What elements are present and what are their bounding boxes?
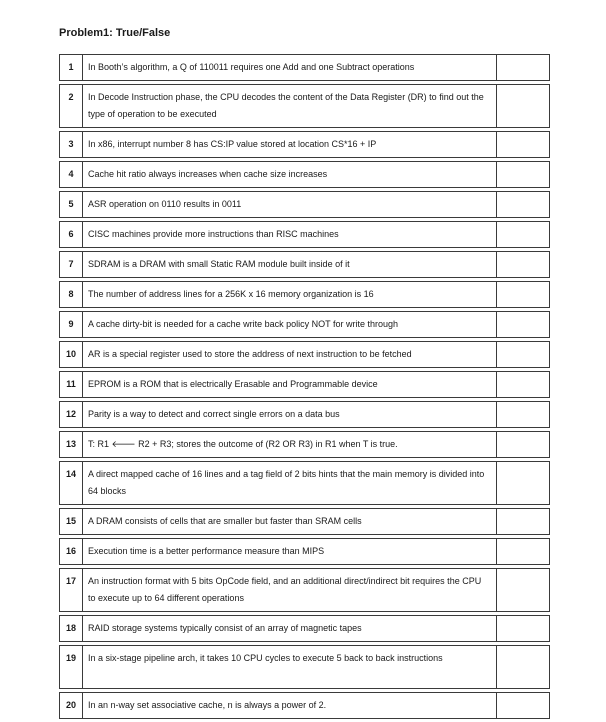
question-text: In Booth’s algorithm, a Q of 110011 requires one Add and one Subtract operations: [83, 54, 497, 81]
question-row: [59, 161, 550, 188]
question-row: [59, 341, 550, 368]
question-number: 6: [59, 221, 83, 248]
answer-cell[interactable]: [497, 281, 550, 308]
question-text: CISC machines provide more instructions than RISC machines: [83, 221, 497, 248]
question-text: T: R1 🡐 R2 + R3; stores the outcome of (R2 OR R3) in R1 when T is true.: [83, 431, 497, 458]
question-row: [59, 281, 550, 308]
question-text: A DRAM consists of cells that are smaller but faster than SRAM cells: [83, 508, 497, 535]
question-row: [59, 431, 550, 458]
answer-cell[interactable]: [497, 131, 550, 158]
question-number: 13: [59, 431, 83, 458]
question-number: 10: [59, 341, 83, 368]
question-number: 5: [59, 191, 83, 218]
answer-cell[interactable]: [497, 431, 550, 458]
question-text: AR is a special register used to store the address of next instruction to be fetched: [83, 341, 497, 368]
question-number: 9: [59, 311, 83, 338]
question-number: 2: [59, 84, 83, 128]
answer-cell[interactable]: [497, 508, 550, 535]
answer-cell[interactable]: [497, 615, 550, 642]
question-text: Parity is a way to detect and correct single errors on a data bus: [83, 401, 497, 428]
question-row: [59, 84, 550, 128]
answer-cell[interactable]: [497, 84, 550, 128]
answer-cell[interactable]: [497, 645, 550, 689]
question-row: [59, 54, 550, 81]
question-number: 20: [59, 692, 83, 719]
question-row: [59, 538, 550, 565]
question-row: [59, 221, 550, 248]
question-text: ASR operation on 0110 results in 0011: [83, 191, 497, 218]
question-number: 16: [59, 538, 83, 565]
page-title: Problem1: True/False: [59, 27, 171, 39]
question-row: [59, 568, 550, 612]
answer-cell[interactable]: [497, 341, 550, 368]
question-number: 17: [59, 568, 83, 612]
question-row: [59, 131, 550, 158]
question-text: Execution time is a better performance measure than MIPS: [83, 538, 497, 565]
question-number: 18: [59, 615, 83, 642]
answer-cell[interactable]: [497, 251, 550, 278]
question-number: 11: [59, 371, 83, 398]
question-number: 1: [59, 54, 83, 81]
question-text: An instruction format with 5 bits OpCode field, and an additional direct/indirect bit requires the CPU to execute up to 64 different operations: [83, 568, 497, 612]
question-text: A cache dirty-bit is needed for a cache write back policy NOT for write through: [83, 311, 497, 338]
question-row: [59, 191, 550, 218]
question-row: [59, 371, 550, 398]
question-number: 12: [59, 401, 83, 428]
answer-cell[interactable]: [497, 311, 550, 338]
answer-cell[interactable]: [497, 401, 550, 428]
question-number: 4: [59, 161, 83, 188]
answer-cell[interactable]: [497, 461, 550, 505]
question-number: 19: [59, 645, 83, 689]
question-text: In Decode Instruction phase, the CPU decodes the content of the Data Register (DR) to find out the type of operation to be executed: [83, 84, 497, 128]
question-text: RAID storage systems typically consist of an array of magnetic tapes: [83, 615, 497, 642]
question-row: [59, 615, 550, 642]
question-row: [59, 311, 550, 338]
question-row: [59, 461, 550, 505]
answer-cell[interactable]: [497, 538, 550, 565]
question-text: In x86, interrupt number 8 has CS:IP value stored at location CS*16 + IP: [83, 131, 497, 158]
answer-cell[interactable]: [497, 191, 550, 218]
question-row: [59, 692, 550, 719]
question-text: A direct mapped cache of 16 lines and a tag field of 2 bits hints that the main memory is divided into 64 blocks: [83, 461, 497, 505]
answer-cell[interactable]: [497, 54, 550, 81]
question-text: The number of address lines for a 256K x 16 memory organization is 16: [83, 281, 497, 308]
answer-cell[interactable]: [497, 568, 550, 612]
question-number: 14: [59, 461, 83, 505]
question-row: [59, 251, 550, 278]
question-text: In an n-way set associative cache, n is always a power of 2.: [83, 692, 497, 719]
question-row: [59, 508, 550, 535]
question-number: 3: [59, 131, 83, 158]
question-text: In a six-stage pipeline arch, it takes 10 CPU cycles to execute 5 back to back instructions: [83, 645, 497, 689]
answer-cell[interactable]: [497, 221, 550, 248]
question-text: EPROM is a ROM that is electrically Erasable and Programmable device: [83, 371, 497, 398]
question-row: [59, 401, 550, 428]
question-text: Cache hit ratio always increases when cache size increases: [83, 161, 497, 188]
answer-cell[interactable]: [497, 692, 550, 719]
true-false-table: [59, 51, 550, 722]
answer-cell[interactable]: [497, 161, 550, 188]
question-number: 15: [59, 508, 83, 535]
question-number: 7: [59, 251, 83, 278]
question-row: [59, 645, 550, 689]
question-text: SDRAM is a DRAM with small Static RAM module built inside of it: [83, 251, 497, 278]
question-number: 8: [59, 281, 83, 308]
answer-cell[interactable]: [497, 371, 550, 398]
